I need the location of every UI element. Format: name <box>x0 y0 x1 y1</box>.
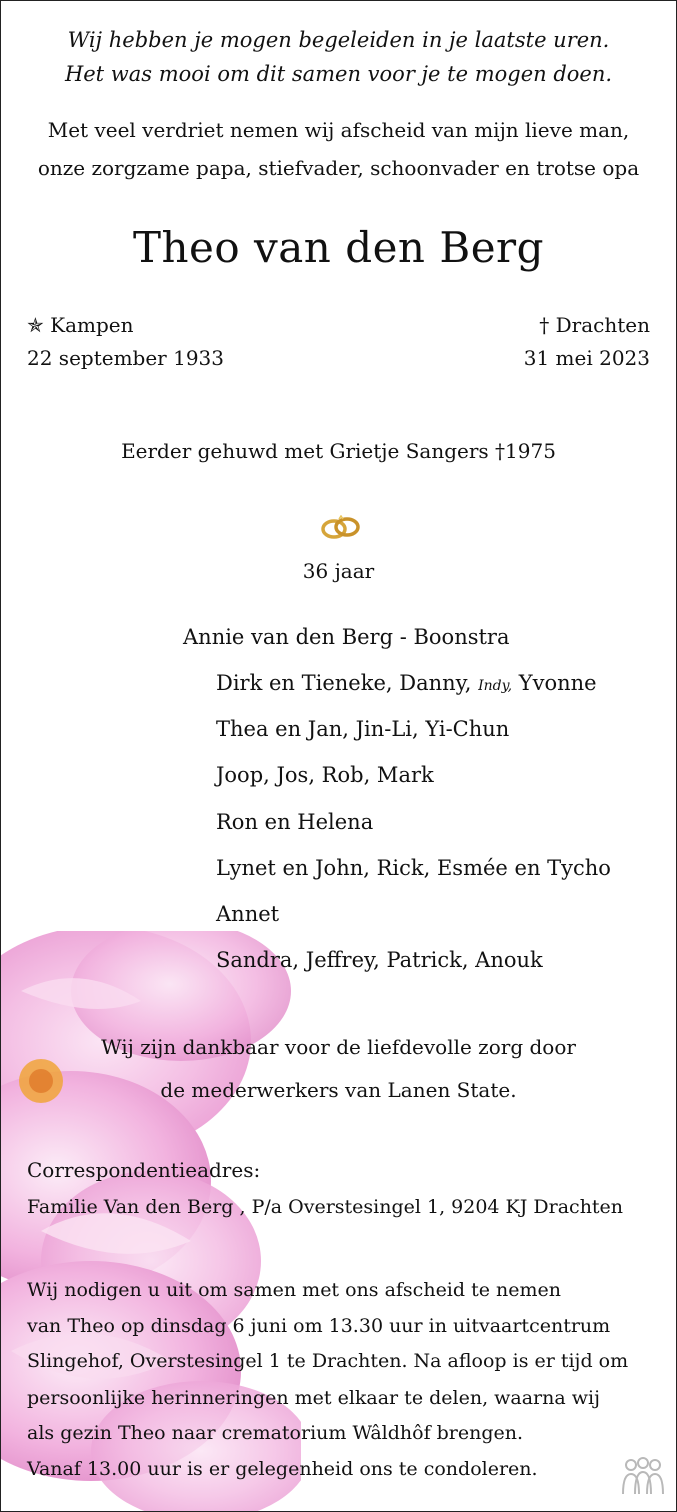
death-place <box>539 313 650 337</box>
thanks-line-1: Wij zijn dankbaar voor de liefdevolle zorg door <box>101 1035 576 1059</box>
family-line-1 <box>216 671 597 695</box>
wedding-rings-icon <box>319 515 363 541</box>
family-line-7: Sandra, Jeffrey, Patrick, Anouk <box>216 948 543 972</box>
cross-icon: † <box>495 439 506 463</box>
announcement-line-1: Met veel verdriet nemen wij afscheid van mijn lieve man, <box>47 118 630 142</box>
family-line-1-small: Indy, <box>478 678 513 694</box>
intro-line-1: Wij hebben je mogen begeleiden in je laatste uren. <box>67 28 610 52</box>
family-line-1-after: Yvonne <box>512 671 597 695</box>
people-group-icon <box>619 1456 667 1500</box>
intro-line-2: Het was mooi om dit samen voor je te mogen doen. <box>64 62 613 86</box>
family-line-1-before: Dirk en Tieneke, Danny, <box>216 671 479 695</box>
death-date: 31 mei 2023 <box>523 346 650 370</box>
spouse-name: Annie van den Berg - Boonstra <box>183 625 510 649</box>
invitation-line-1: Wij nodigen u uit om samen met ons afscheid te nemen <box>27 1279 561 1301</box>
family-line-5: Lynet en John, Rick, Esmée en Tycho <box>216 856 611 880</box>
invitation-line-4: persoonlijke herinneringen met elkaar te delen, waarna wij <box>27 1387 600 1409</box>
former-marriage <box>1 439 676 463</box>
announcement-line-2: onze zorgzame papa, stiefvader, schoonvader en trotse opa <box>37 156 640 180</box>
correspondence-address: Familie Van den Berg , P/a Overstesingel 1, 9204 KJ Drachten <box>27 1196 624 1218</box>
invitation-line-2: van Theo op dinsdag 6 juni om 13.30 uur in uitvaartcentrum <box>27 1315 611 1337</box>
marriage-years: 36 jaar <box>302 559 375 583</box>
deceased-name: Theo van den Berg <box>132 223 545 272</box>
invitation-line-3: Slingehof, Overstesingel 1 te Drachten. Na afloop is er tijd om <box>27 1350 629 1372</box>
death-cross-icon: † <box>539 313 550 337</box>
birth-date: 22 september 1933 <box>27 346 225 370</box>
family-line-2: Thea en Jan, Jin-Li, Yi-Chun <box>216 717 510 741</box>
former-marriage-year: 1975 <box>505 439 556 463</box>
birth-place <box>27 313 133 337</box>
family-line-4: Ron en Helena <box>216 810 374 834</box>
birth-star-icon: ✯ <box>27 313 44 337</box>
family-line-6: Annet <box>216 902 280 926</box>
former-marriage-text: Eerder gehuwd met Grietje Sangers <box>121 439 496 463</box>
invitation-line-5: als gezin Theo naar crematorium Wâldhôf brengen. <box>27 1422 524 1444</box>
thanks-line-2: de mederwerkers van Lanen State. <box>160 1078 517 1102</box>
family-line-3: Joop, Jos, Rob, Mark <box>216 763 434 787</box>
correspondence-label: Correspondentieadres: <box>27 1158 261 1182</box>
death-place-text: Drachten <box>555 313 650 337</box>
invitation-line-6: Vanaf 13.00 uur is er gelegenheid ons te condoleren. <box>27 1458 538 1480</box>
birth-place-text: Kampen <box>50 313 134 337</box>
